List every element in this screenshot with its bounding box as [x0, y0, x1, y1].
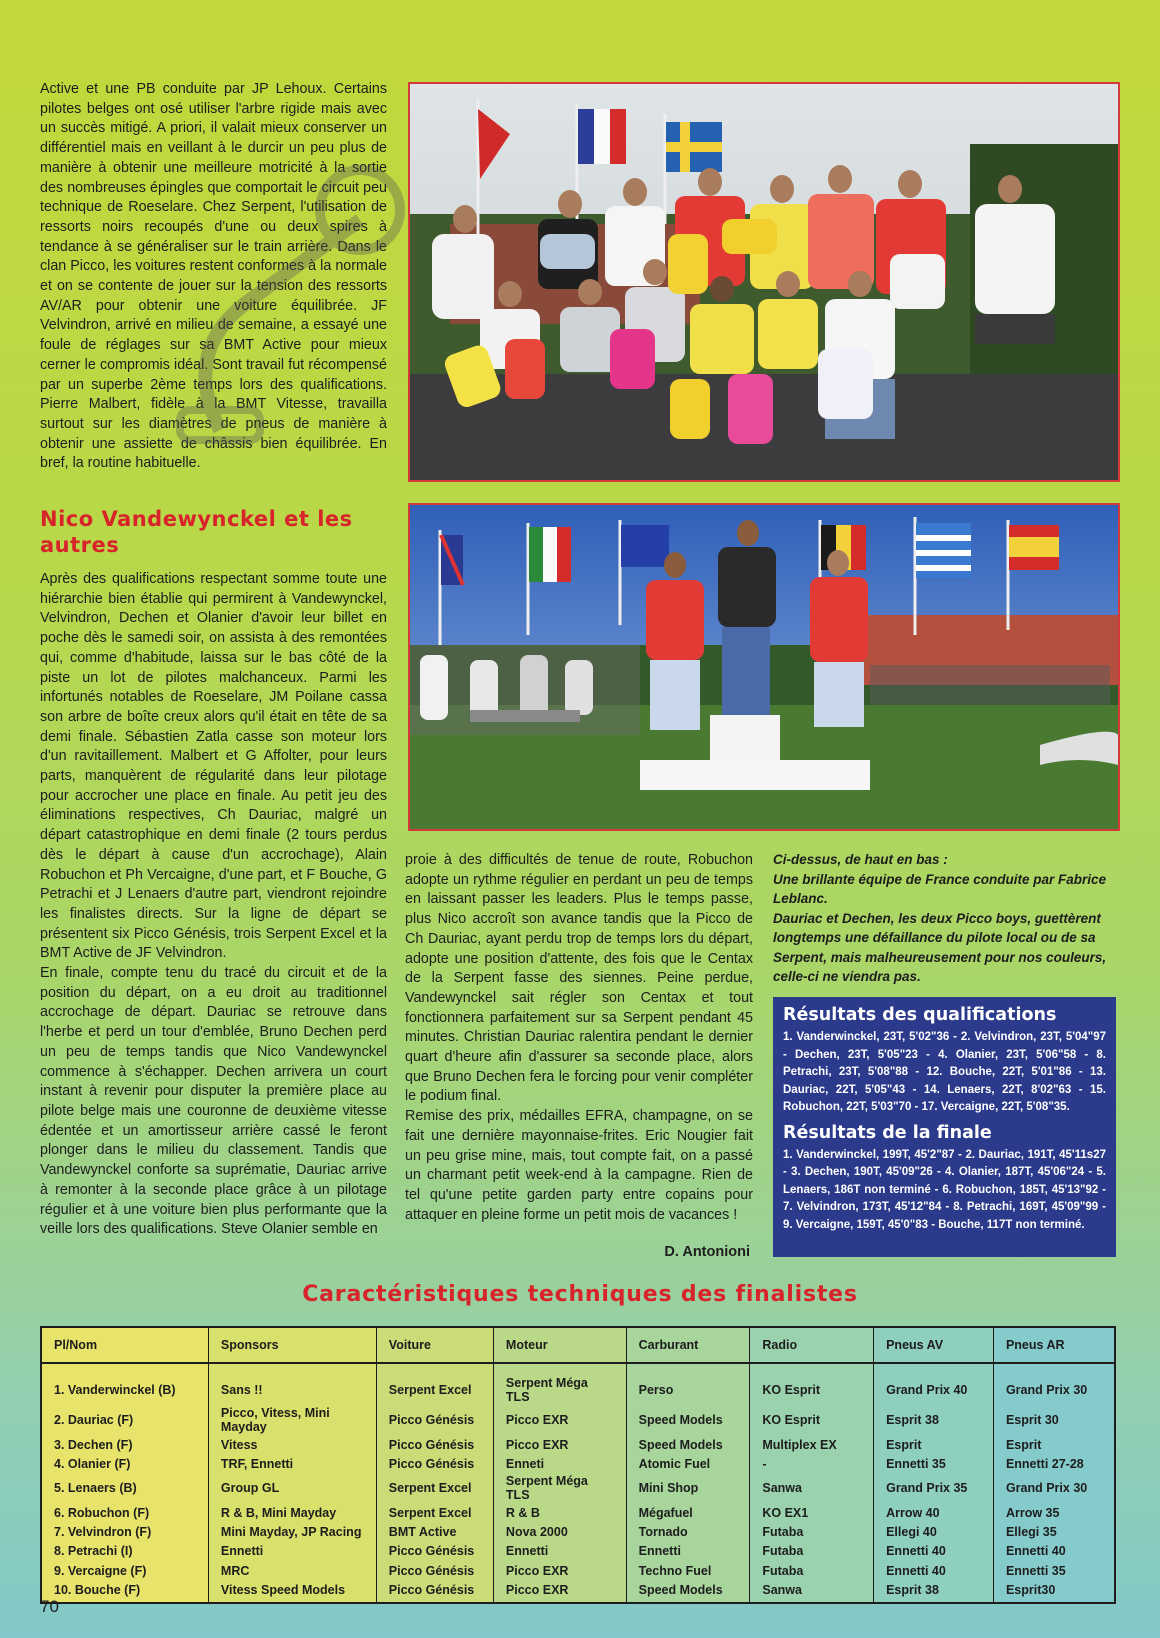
table-cell: Serpent Excel — [376, 1473, 493, 1503]
author-signature: D. Antonioni — [664, 1244, 750, 1260]
final-results-text: 1. Vanderwinckel, 199T, 45'2"87 - 2. Dauriac, 191T, 45'11s27 - 3. Dechen, 190T, 45'09"26 - 4. Olanier, 187T, 45'06"24 - 5. Lenaers, 186T non terminé - 6. Robuchon, 185T, 45'13"92 - 7. Velvindron, 173T, 45'12"84 - 8. Petrachi, 169T, 45'09"99 - 9. Vercaigne, 159T, 45'0"83 - Bouche, 117T non terminé. — [783, 1148, 1106, 1231]
table-cell: Ellegi 35 — [993, 1523, 1115, 1542]
table-cell: Futaba — [750, 1523, 874, 1542]
table-row — [41, 1405, 1115, 1435]
table-cell: Picco Génésis — [376, 1561, 493, 1580]
table-cell: Techno Fuel — [626, 1561, 750, 1580]
table-cell: Ennetti — [493, 1542, 626, 1561]
article-column-1 — [40, 570, 387, 1240]
table-cell: Esprit 30 — [993, 1405, 1115, 1435]
table-cell: Futaba — [750, 1561, 874, 1580]
table-row — [41, 1561, 1115, 1580]
table-cell: Serpent Méga TLS — [493, 1363, 626, 1405]
table-cell: Enneti — [493, 1454, 626, 1473]
article-column-1-top — [40, 80, 387, 474]
table-cell: Futaba — [750, 1542, 874, 1561]
table-cell: Atomic Fuel — [626, 1454, 750, 1473]
table-cell: Ennetti 40 — [874, 1561, 994, 1580]
table-cell: Speed Models — [626, 1580, 750, 1603]
photo-caption — [773, 850, 1113, 987]
col-header: Pneus AV — [874, 1327, 994, 1363]
table-title: Caractéristiques techniques des finalistes — [302, 1282, 858, 1307]
table-cell: Picco EXR — [493, 1580, 626, 1603]
table-cell: Picco Génésis — [376, 1542, 493, 1561]
table-cell: Vitess Speed Models — [208, 1580, 376, 1603]
table-cell: Esprit 38 — [874, 1405, 994, 1435]
table-cell: Ellegi 40 — [874, 1523, 994, 1542]
col-header: Carburant — [626, 1327, 750, 1363]
col-header: Moteur — [493, 1327, 626, 1363]
page-number: 70 — [40, 1597, 59, 1616]
table-cell: Picco Génésis — [376, 1405, 493, 1435]
section-heading: Nico Vandewynckel et les autres — [40, 507, 353, 557]
table-cell: R & B — [493, 1503, 626, 1522]
table-cell: BMT Active — [376, 1523, 493, 1542]
podium-photo — [408, 503, 1120, 831]
col-header: Voiture — [376, 1327, 493, 1363]
table-cell: Picco EXR — [493, 1405, 626, 1435]
table-row — [41, 1503, 1115, 1522]
table-cell: Esprit 38 — [874, 1580, 994, 1603]
table-cell: 8. Petrachi (I) — [41, 1542, 208, 1561]
article-paragraph: Active et une PB conduite par JP Lehoux. Certains pilotes belges ont osé utiliser l'arbre rigide mais avec un succès mitigé. A priori, il valait mieux conserver un différentiel mais en veillant à le durcir un peu plus de manière à obtenir une meilleure motricité à la sortie des nombreuses épingles que comportait le circuit peu technique de Roeselare. Chez Serpent, l'utilisation de ressorts noirs recoupés d'une ou deux spires à tendance à se généraliser sur le train arrière. Dans le clan Picco, les voitures restent conformes à la normale et on se contente de jouer sur la tension des ressorts AV/AR pour obtenir une voiture équilibrée. JF Velvindron, arrivé en milieu de semaine, a essayé une foule de réglages sur sa BMT Active pour mieux cerner le compromis idéal. Sont travail fut récompensé par un superbe 2ème temps lors des qualifications. Pierre Malbert, fidèle à la BMT Vitesse, travailla surtout sur les diamètres de pneus de manière à obtenir une assiette de châssis bien équilibrée. En bref, la routine habituelle. — [40, 81, 387, 472]
table-row — [41, 1473, 1115, 1503]
table-cell: R & B, Mini Mayday — [208, 1503, 376, 1522]
table-cell: Grand Prix 30 — [993, 1363, 1115, 1405]
table-cell: 5. Lenaers (B) — [41, 1473, 208, 1503]
table-cell: KO Esprit — [750, 1405, 874, 1435]
table-cell: 4. Olanier (F) — [41, 1454, 208, 1473]
table-row — [41, 1454, 1115, 1473]
table-cell: Serpent Méga TLS — [493, 1473, 626, 1503]
results-box — [773, 997, 1116, 1257]
table-cell: 7. Velvindron (F) — [41, 1523, 208, 1542]
table-cell: Nova 2000 — [493, 1523, 626, 1542]
table-cell: Ennetti 35 — [874, 1454, 994, 1473]
table-cell: 1. Vanderwinckel (B) — [41, 1363, 208, 1405]
caption-line: Dauriac et Dechen, les deux Picco boys, guettèrent longtemps une défaillance du pilote local ou de sa Serpent, mais malheureusement pour nos couleurs, celle-ci ne viendra pas. — [773, 910, 1107, 984]
table-row — [41, 1542, 1115, 1561]
table-cell: Multiplex EX — [750, 1435, 874, 1454]
table-cell: - — [750, 1454, 874, 1473]
table-cell: Serpent Excel — [376, 1363, 493, 1405]
table-cell: Ennetti 40 — [874, 1542, 994, 1561]
table-row — [41, 1435, 1115, 1454]
table-cell: Vitess — [208, 1435, 376, 1454]
table-cell: Ennetti 27-28 — [993, 1454, 1115, 1473]
col-header: Pl/Nom — [41, 1327, 208, 1363]
table-header-row — [41, 1327, 1115, 1363]
table-cell: Esprit30 — [993, 1580, 1115, 1603]
caption-line: Une brillante équipe de France conduite par Fabrice Leblanc. — [773, 871, 1107, 906]
table-cell: Group GL — [208, 1473, 376, 1503]
table-cell: 3. Dechen (F) — [41, 1435, 208, 1454]
table-cell: Sanwa — [750, 1473, 874, 1503]
table-cell: Speed Models — [626, 1435, 750, 1454]
table-row — [41, 1580, 1115, 1603]
table-cell: Esprit — [874, 1435, 994, 1454]
table-cell: Serpent Excel — [376, 1503, 493, 1522]
table-cell: Picco Génésis — [376, 1580, 493, 1603]
table-cell: Mini Mayday, JP Racing — [208, 1523, 376, 1542]
qualification-results-text: 1. Vanderwinckel, 23T, 5'02"36 - 2. Velvindron, 23T, 5'04"97 - Dechen, 23T, 5'05"23 - 4. Olanier, 23T, 5'06"58 - 8. Petrachi, 23T, 5'08"88 - 12. Bouche, 22T, 5'01"86 - 13. Dauriac, 22T, 5'05"43 - 14. Lenaers, 22T, 8'02"63 - 15. Robuchon, 22T, 5'03"70 - 17. Vercaigne, 22T, 5'08"35. — [783, 1031, 1106, 1113]
table-cell: Ennetti — [626, 1542, 750, 1561]
table-cell: KO Esprit — [750, 1363, 874, 1405]
table-cell: Grand Prix 30 — [993, 1473, 1115, 1503]
table-cell: Tornado — [626, 1523, 750, 1542]
col-header: Sponsors — [208, 1327, 376, 1363]
table-row — [41, 1523, 1115, 1542]
article-paragraph: proie à des difficultés de tenue de route, Robuchon adopte un rythme régulier en perdant un peu de temps en laissant passer les leaders. Plus le temps passe, plus Nico accroît son avance tandis que la Picco de Ch Dauriac, ayant perdu trop de temps lors du départ, adopte une position d'attente, des fois que le Centax de la Serpent fasse des siennes. Peine perdue, Vandewynckel sait régler son Centax et tout fonctionnera parfaitement sur sa Serpent pendant 45 minutes. Christian Dauriac ralentira pendant le dernier quart d'heure afin d'assurer sa seconde place, alors que Bruno Dechen fera le forcing pour venir compléter le podium final. — [405, 852, 753, 1105]
table-row — [41, 1363, 1115, 1405]
article-paragraph: En finale, compte tenu du tracé du circuit et de la position du départ, on a eu droit au traditionnel accrochage de départ. Dauriac se retrouve dans l'herbe et perd un tour d'emblée, Bruno Dechen perd un peu de temps tandis que Nico Vandewynckel commence à s'échapper. Dechen arrivera un court instant à revenir pour disputer la première place au pilote belge mais une couronne de deuxième vitesse édentée et un amortisseur arrière cassé le feront plonger dans le milieu du classement. Tandis que Vandewynckel conforte sa suprématie, Dauriac arrive à remonter à la seconde place grâce à un pilotage régulier et à une voiture bien plus performante que la veille lors des qualifications. Steve Olanier semble en — [40, 965, 387, 1238]
table-cell: Arrow 35 — [993, 1503, 1115, 1522]
table-cell: Picco, Vitess, Mini Mayday — [208, 1405, 376, 1435]
specs-table — [40, 1326, 1116, 1604]
col-header: Pneus AR — [993, 1327, 1115, 1363]
table-cell: Grand Prix 35 — [874, 1473, 994, 1503]
table-cell: TRF, Ennetti — [208, 1454, 376, 1473]
table-cell: Picco EXR — [493, 1561, 626, 1580]
table-cell: 2. Dauriac (F) — [41, 1405, 208, 1435]
col-header: Radio — [750, 1327, 874, 1363]
table-cell: Ennetti 40 — [993, 1542, 1115, 1561]
table-cell: 9. Vercaigne (F) — [41, 1561, 208, 1580]
table-cell: Speed Models — [626, 1405, 750, 1435]
table-body — [41, 1363, 1115, 1603]
table-cell: Ennetti 35 — [993, 1561, 1115, 1580]
table-cell: Sanwa — [750, 1580, 874, 1603]
table-cell: Picco EXR — [493, 1435, 626, 1454]
table-cell: 10. Bouche (F) — [41, 1580, 208, 1603]
table-cell: 6. Robuchon (F) — [41, 1503, 208, 1522]
table-cell: Perso — [626, 1363, 750, 1405]
table-cell: Esprit — [993, 1435, 1115, 1454]
table-cell: Sans !! — [208, 1363, 376, 1405]
table-cell: Ennetti — [208, 1542, 376, 1561]
table-cell: Arrow 40 — [874, 1503, 994, 1522]
table-cell: Picco Génésis — [376, 1454, 493, 1473]
qualification-results-title: Résultats des qualifications — [783, 1005, 1057, 1025]
team-photo — [408, 82, 1120, 482]
table-cell: Mégafuel — [626, 1503, 750, 1522]
table-cell: KO EX1 — [750, 1503, 874, 1522]
table-cell: MRC — [208, 1561, 376, 1580]
table-cell: Mini Shop — [626, 1473, 750, 1503]
final-results-title: Résultats de la finale — [783, 1122, 992, 1143]
table-cell: Grand Prix 40 — [874, 1363, 994, 1405]
article-paragraph: Après des qualifications respectant somme toute une hiérarchie bien établie qui permirent à Vandewynckel, Velvindron, Dechen et Olanier d'avoir leur billet en poche dès le samedi soir, on assista à des remontées qui, comme d'habitude, laissa sur le bas côté de la piste un lot de pilotes malchanceux. Parmi les infortunés notables de Roeselare, JM Poilane cassa son arbre de boîte creux alors qu'il était en tête de sa demi finale. Sébastien Zatla casse son moteur lors d'un ravitaillement. Malbert et G Affolter, pour leurs parts, manquèrent de régularité dans leur pilotage pour accrocher une place en finale. Au petit jeu des éliminations respectives, Ch Dauriac, malgré un départ catastrophique en demi finale (2 tours perdus dès le départ à cause d'un accrochage), Alain Robuchon et Ph Vercaigne, d'une part, et F Bouche, G Petrachi et J Lenaers d'autre part, viendront rejoindre les finalistes directs. Sur la ligne de départ se présentent six Picco Génésis, trois Serpent Excel et la BMT Active de JF Velvindron. — [40, 571, 387, 962]
article-column-2 — [405, 851, 753, 1225]
table-cell: Picco Génésis — [376, 1435, 493, 1454]
article-paragraph: Remise des prix, médailles EFRA, champagne, on se fait une dernière mayonnaise-frites. Eric Nougier fait un peu grise mine, mais, tout compte fait, on a passé un charmant petit week-end à la campagne. Rien de tel qu'une petite garden party entre copains pour attaquer en pleine forme un petit mois de vacances ! — [405, 1108, 753, 1223]
caption-line: Ci-dessus, de haut en bas : — [773, 852, 948, 867]
